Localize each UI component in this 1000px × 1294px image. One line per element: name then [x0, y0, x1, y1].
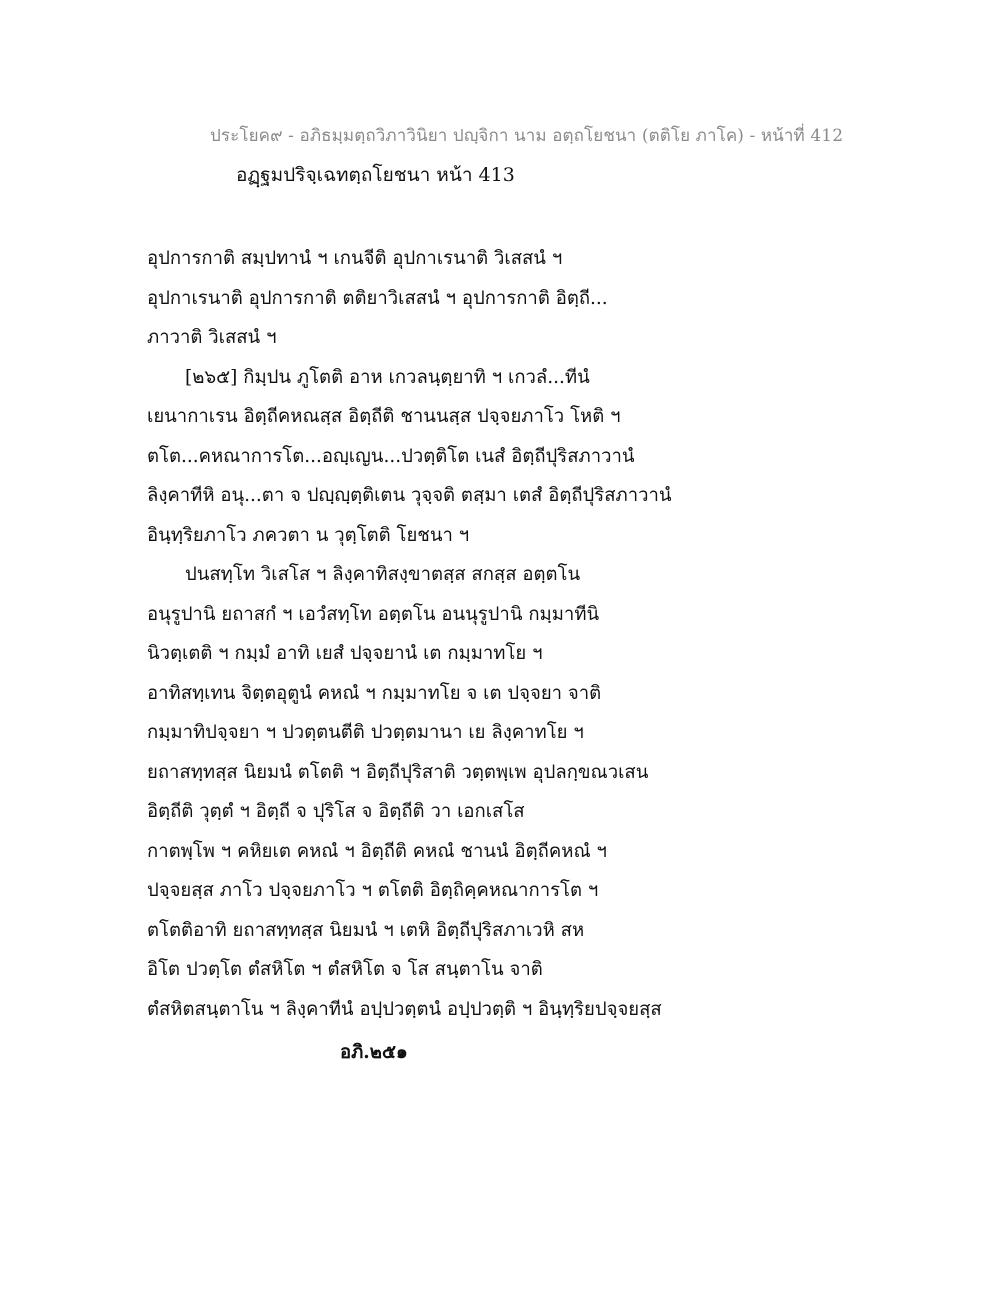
text-line: อาทิสทฺเทน จิตฺตอุตูนํ คหณํ ฯ กมฺมาทโย จ เต ปจฺจยา จาติ: [147, 682, 602, 704]
text-line: อุปกาเรนาติ อุปการกาติ ตติยาวิเสสนํ ฯ อุปการกาติ อิตฺถี...: [147, 287, 608, 309]
running-header: ประโยค๙ - อภิธมฺมตฺถวิภาวินิยา ปญฺจิกา นาม อตฺถโยชนา (ตติโย ภาโค) - หน้าที่ 412: [210, 126, 844, 146]
text-line: ยถาสทฺทสฺส นิยมนํ ตโตติ ฯ อิตฺถีปุริสาติ วตฺตพฺเพ อุปลกฺขณวเสน: [147, 761, 649, 783]
text-line: เยนากาเรน อิตฺถีคหณสฺส อิตฺถีติ ชานนสฺส ปจฺจยภาโว โหติ ฯ: [147, 406, 621, 427]
text-line: อุปการกาติ สมฺปทานํ ฯ เกนจีติ อุปกาเรนาติ วิเสสนํ ฯ: [147, 248, 563, 269]
body-text: [147, 239, 847, 1029]
text-line: อนุรูปานิ ยถาสกํ ฯ เอวํสทฺโท อตฺตโน อนนุรูปานิ กมฺมาทีนิ: [147, 603, 600, 625]
text-line: อิโต ปวตฺโต ตํสหิโต ฯ ตํสหิโต จ โส สนฺตาโน จาติ: [147, 959, 543, 980]
text-line: ภาวาติ วิเสสนํ ฯ: [147, 327, 277, 348]
text-line: อินฺทฺริยภาโว ภควตา น วุตฺโตติ โยชนา ฯ: [147, 524, 470, 546]
text-line: ตโต...คหณาการโต...อญฺเญน...ปวตฺติโต เนสํ อิตฺถีปุริสภาวานํ: [147, 445, 635, 467]
text-line: ตโตติอาทิ ยถาสทฺทสฺส นิยมนํ ฯ เตหิ อิตฺถีปุริสภาเวหิ สห: [147, 919, 585, 941]
text-line: กมฺมาทิปจฺจยา ฯ ปวตฺตนตีติ ปวตฺตมานา เย ลิงฺคาทโย ฯ: [147, 722, 584, 743]
text-line: ลิงฺคาทีหิ อนุ...ตา จ ปญฺญฺตฺติเตน วุจฺจติ ตสฺมา เตสํ อิตฺถีปุริสภาวานํ: [147, 485, 672, 506]
text-line: ปจฺจยสฺส ภาโว ปจฺจยภาโว ฯ ตโตติ อิตฺถิคฺคหณาการโต ฯ: [147, 880, 599, 901]
text-line: ตํสหิตสนฺตาโน ฯ ลิงฺคาทีนํ อปฺปวตฺตนํ อปฺปวตฺติ ฯ อินฺทฺริยปจฺจยสฺส: [147, 998, 662, 1020]
text-line: นิวตฺเตติ ฯ กมฺมํ อาทิ เยสํ ปจฺจยานํ เต กมฺมาทโย ฯ: [147, 643, 543, 664]
page-footer-mark: อภิ.๒๕๑: [340, 1042, 408, 1063]
paragraph-start-line: ปนสทฺโท วิเสโส ฯ ลิงฺคาทิสงฺขาตสฺส สกสฺส อตฺตโน: [185, 564, 581, 585]
text-line: อิตฺถีติ วุตฺตํ ฯ อิตฺถี จ ปุริโส จ อิตฺถีติ วา เอกเสโส: [147, 801, 525, 822]
text-line: กาตพฺโพ ฯ คหิยเต คหณํ ฯ อิตฺถีติ คหณํ ชานนํ อิตฺถีคหณํ ฯ: [147, 840, 607, 862]
paragraph-start-line: [๒๖๕] กิมฺปน ภูโตติ อาห เกวลนฺตฺยาทิ ฯ เกวลํ...ทีนํ: [185, 366, 590, 388]
section-heading: อฏฺฐมปริจฺเฉทตฺถโยชนา หน้า 413: [236, 164, 515, 186]
